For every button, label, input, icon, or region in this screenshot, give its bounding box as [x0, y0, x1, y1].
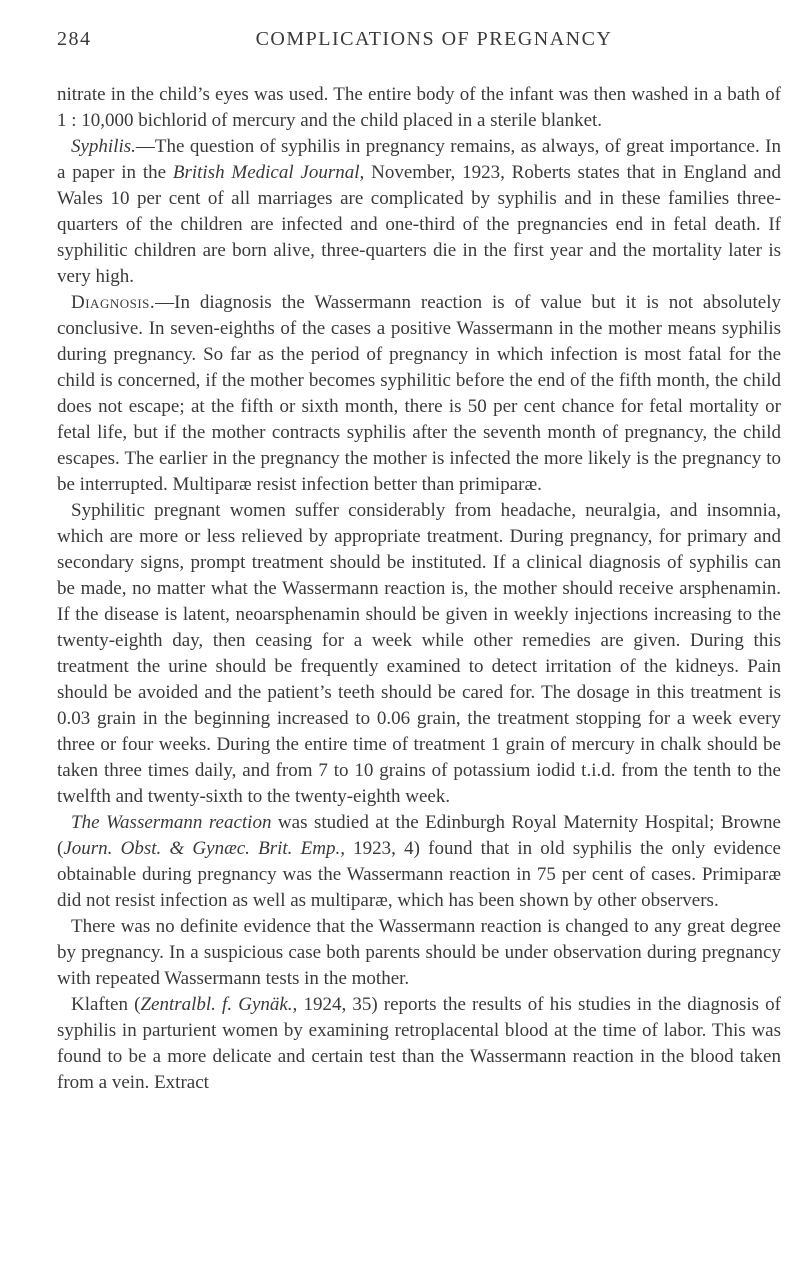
page-number: 284 — [57, 28, 92, 50]
section-lead-syphilis: Syphilis. — [71, 136, 136, 157]
paragraph-text: November, 1923, Roberts states that in England and Wales 10 per cent of all marriages are complicated by syphilis and in these families three-quarters of the children are infected and one-third of the pregnancies end in fetal death. If syphilitic children are born alive, three-quarters die in the first year and the mortality later is very high. — [57, 162, 781, 287]
paragraph-text: Syphilitic pregnant women suffer considerably from headache, neuralgia, and insomnia, which are more or less relieved by appropriate treatment. During pregnancy, for primary and secondary signs, prompt treatment should be instituted. If a clinical diagnosis of syphilis can be made, no matter what the Wassermann reaction is, the mother should receive arsphenamin. If the disease is latent, neoarsphenamin should be given in weekly injections increasing to the twenty-eighth day, then ceasing for a week while other remedies are given. During this treatment the urine should be frequently examined to detect irritation of the kidneys. Pain should be avoided and the patient’s teeth should be cared for. The dosage in this treatment is 0.03 grain in the beginning increased to 0.06 grain, the treatment stopping for a week every three or four weeks. During the entire time of treatment 1 grain of mercury in chalk should be taken three times daily, and from 7 to 10 grains of potassium iodid t.i.d. from the tenth to the twelfth and twenty-sixth to the twenty-eighth week. — [57, 500, 781, 807]
paragraph-text: —The question of syphilis in pregnancy remains, as always, of great importance. In a paper in the — [57, 136, 781, 183]
running-head: COMPLICATIONS OF PREGNANCY — [255, 28, 613, 50]
paragraph-text: was studied at the Edinburgh Royal Maternity Hospital; Browne ( — [57, 812, 781, 859]
paragraph-observation — [57, 914, 781, 992]
paragraph-treatment — [57, 498, 781, 810]
section-lead-diagnosis: Diagnosis. — [71, 292, 156, 313]
paragraph-syphilis — [57, 134, 781, 290]
paragraph-text: nitrate in the child’s eyes was used. The entire body of the infant was then washed in a bath of 1 : 10,000 bichlorid of mercury and the child placed in a sterile blanket. — [57, 84, 781, 131]
page-header — [57, 28, 781, 64]
paragraph-text: —In diagnosis the Wassermann reaction is of value but it is not absolutely conclusive. In seven-eighths of the cases a positive Wassermann in the mother means syphilis during pregnancy. So far as the period of pregnancy in which infection is most fatal for the child is concerned, if the mother becomes syphilitic before the end of the fifth month, the child does not escape; at the fifth or sixth month, there is 50 per cent chance for fetal mortality or fetal life, but if the mother contracts syphilis after the seventh month of pregnancy, the child escapes. The earlier in the pregnancy the mother is infected the more likely is the pregnancy to be interrupted. Multiparæ resist infection better than primiparæ. — [57, 292, 781, 495]
paragraph-text: Klaften ( — [71, 994, 141, 1015]
citation-journal: Journ. Obst. & Gynæc. Brit. Emp., — [63, 838, 345, 859]
page — [57, 28, 781, 1093]
body-text — [57, 82, 781, 1096]
paragraph-klaften — [57, 992, 781, 1096]
citation-journal: British Medical Journal, — [172, 162, 365, 183]
paragraph-text: 1924, 35) reports the results of his studies in the diagnosis of syphilis in parturient women by examining retroplacental blood at the time of labor. This was found to be a more delicate and certain test than the Wassermann reaction in the blood taken from a vein. Extract — [57, 994, 781, 1093]
citation-journal: Zentralbl. f. Gynäk., — [140, 994, 298, 1015]
section-lead-wassermann: The Wassermann reaction — [71, 812, 272, 833]
paragraph-diagnosis — [57, 290, 781, 498]
paragraph-text: 1923, 4) found that in old syphilis the only evidence obtainable during pregnancy was the Wassermann reaction in 75 per cent of cases. Primiparæ did not resist infection as well as multiparæ, which has been shown by other observers. — [57, 838, 781, 911]
paragraph-text: There was no definite evidence that the Wassermann reaction is changed to any great degree by pregnancy. In a suspicious case both parents should be under observation during pregnancy with repeated Wassermann tests in the mother. — [57, 916, 781, 989]
paragraph-continuation — [57, 82, 781, 134]
paragraph-wassermann — [57, 810, 781, 914]
